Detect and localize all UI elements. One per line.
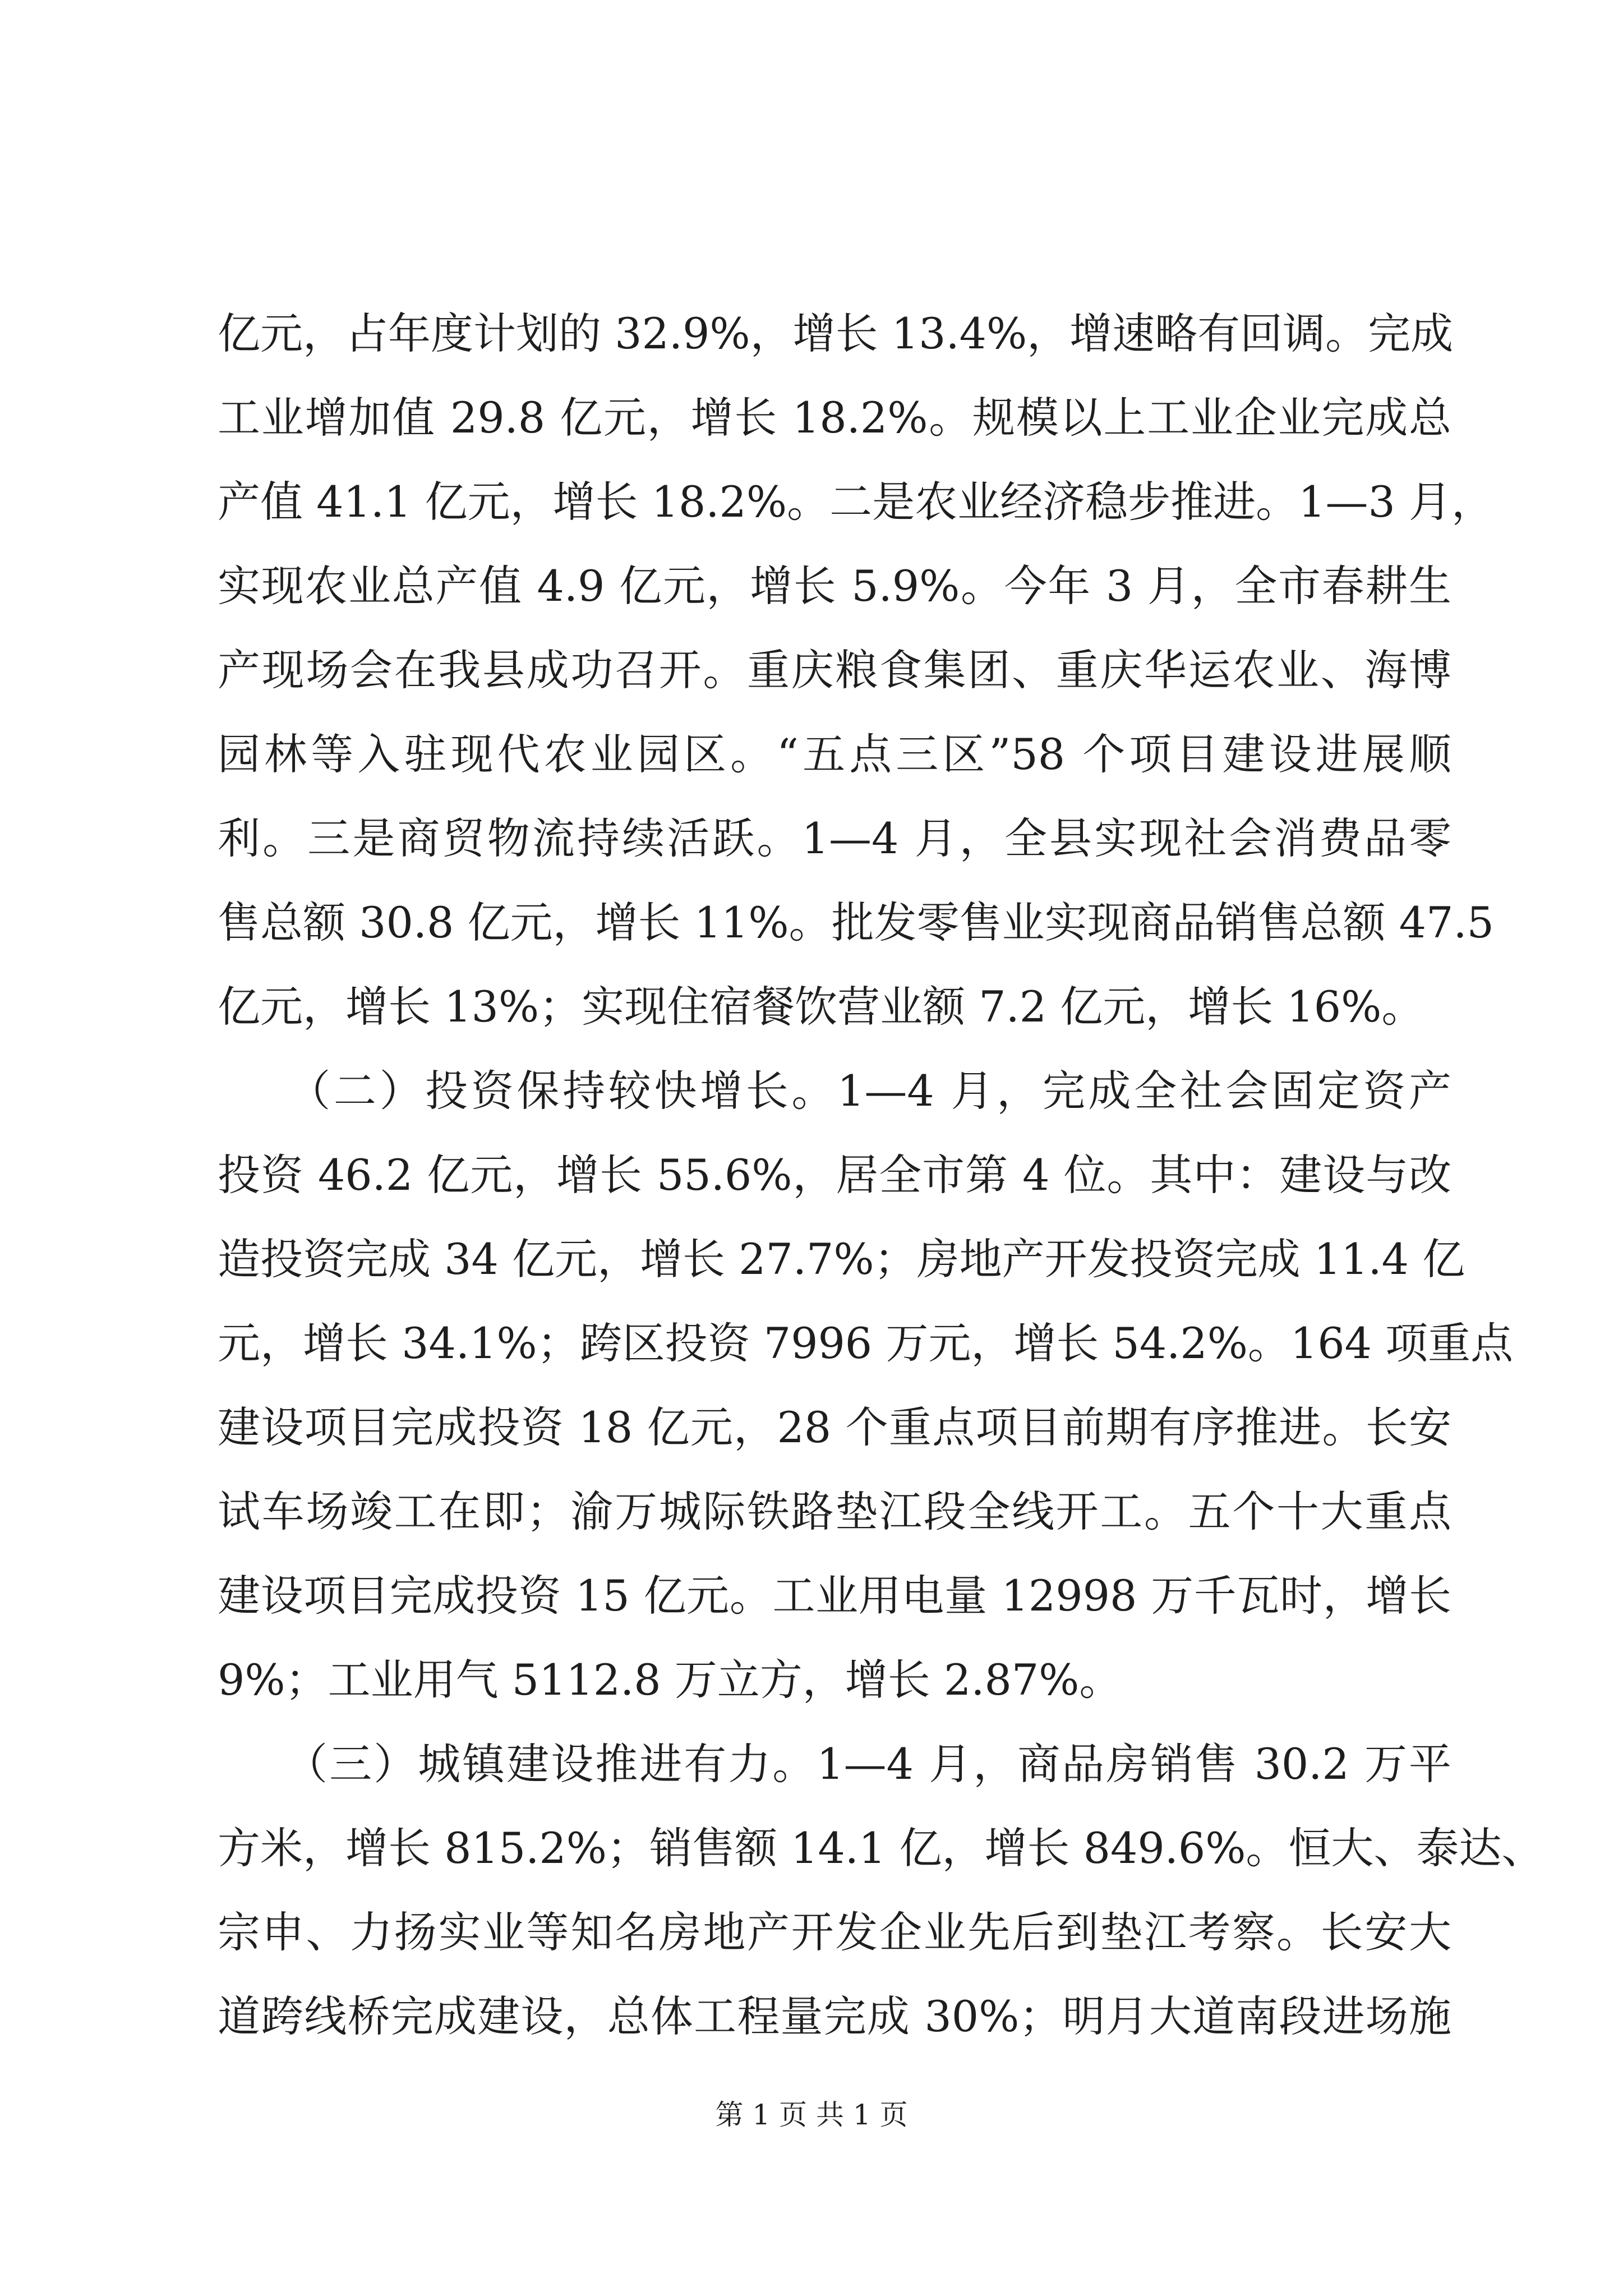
text-line: 试车场竣工在即；渝万城际铁路垫江段全线开工。五个十大重点 xyxy=(218,1487,1451,1536)
text-line: 造投资完成 34 亿元，增长 27.7%；房地产开发投资完成 11.4 亿 xyxy=(218,1234,1465,1284)
document-body xyxy=(218,292,1544,2059)
text-line: 售总额 30.8 亿元，增长 11%。批发零售业实现商品销售总额 47.5 xyxy=(218,898,1494,947)
text-line: 利。三是商贸物流持续活跃。1—4 月，全县实现社会消费品零 xyxy=(218,813,1451,863)
text-line: 亿元，占年度计划的 32.9%，增长 13.4%，增速略有回调。完成 xyxy=(218,309,1454,358)
text-line: 方米，增长 815.2%；销售额 14.1 亿，增长 849.6%。恒大、泰达、 xyxy=(218,1823,1544,1873)
text-line: （二）投资保持较快增长。1—4 月，完成全社会固定资产 xyxy=(218,1066,1451,1116)
text-line: 建设项目完成投资 18 亿元，28 个重点项目前期有序推进。长安 xyxy=(218,1402,1451,1452)
text-line: 元，增长 34.1%；跨区投资 7996 万元，增长 54.2%。164 项重点 xyxy=(218,1318,1514,1368)
page-footer xyxy=(0,2092,1623,2133)
text-line: 宗申、力扬实业等知名房地产开发企业先后到垫江考察。长安大 xyxy=(218,1907,1451,1957)
text-line: 建设项目完成投资 15 亿元。工业用电量 12998 万千瓦时，增长 xyxy=(218,1571,1451,1621)
text-line: 9%；工业用气 5112.8 万立方，增长 2.87%。 xyxy=(218,1655,1122,1705)
text-line: 道跨线桥完成建设，总体工程量完成 30%；明月大道南段进场施 xyxy=(218,1991,1451,2041)
text-line: 亿元，增长 13%；实现住宿餐饮营业额 7.2 亿元，增长 16%。 xyxy=(218,982,1424,1032)
text-line: 工业增加值 29.8 亿元，增长 18.2%。规模以上工业企业完成总 xyxy=(218,393,1451,443)
text-line: 园林等入驻现代农业园区。“五点三区”58 个项目建设进展顺 xyxy=(218,729,1451,779)
text-line: 产现场会在我县成功召开。重庆粮食集团、重庆华运农业、海博 xyxy=(218,645,1451,695)
text-line: （三）城镇建设推进有力。1—4 月，商品房销售 30.2 万平 xyxy=(218,1739,1451,1789)
text-line: 实现农业总产值 4.9 亿元，增长 5.9%。今年 3 月，全市春耕生 xyxy=(218,561,1451,611)
page-number-label: 第 1 页 共 1 页 xyxy=(715,2099,908,2131)
text-line: 投资 46.2 亿元，增长 55.6%，居全市第 4 位。其中：建设与改 xyxy=(218,1150,1451,1200)
text-line: 产值 41.1 亿元，增长 18.2%。二是农业经济稳步推进。1—3 月， xyxy=(218,477,1494,527)
